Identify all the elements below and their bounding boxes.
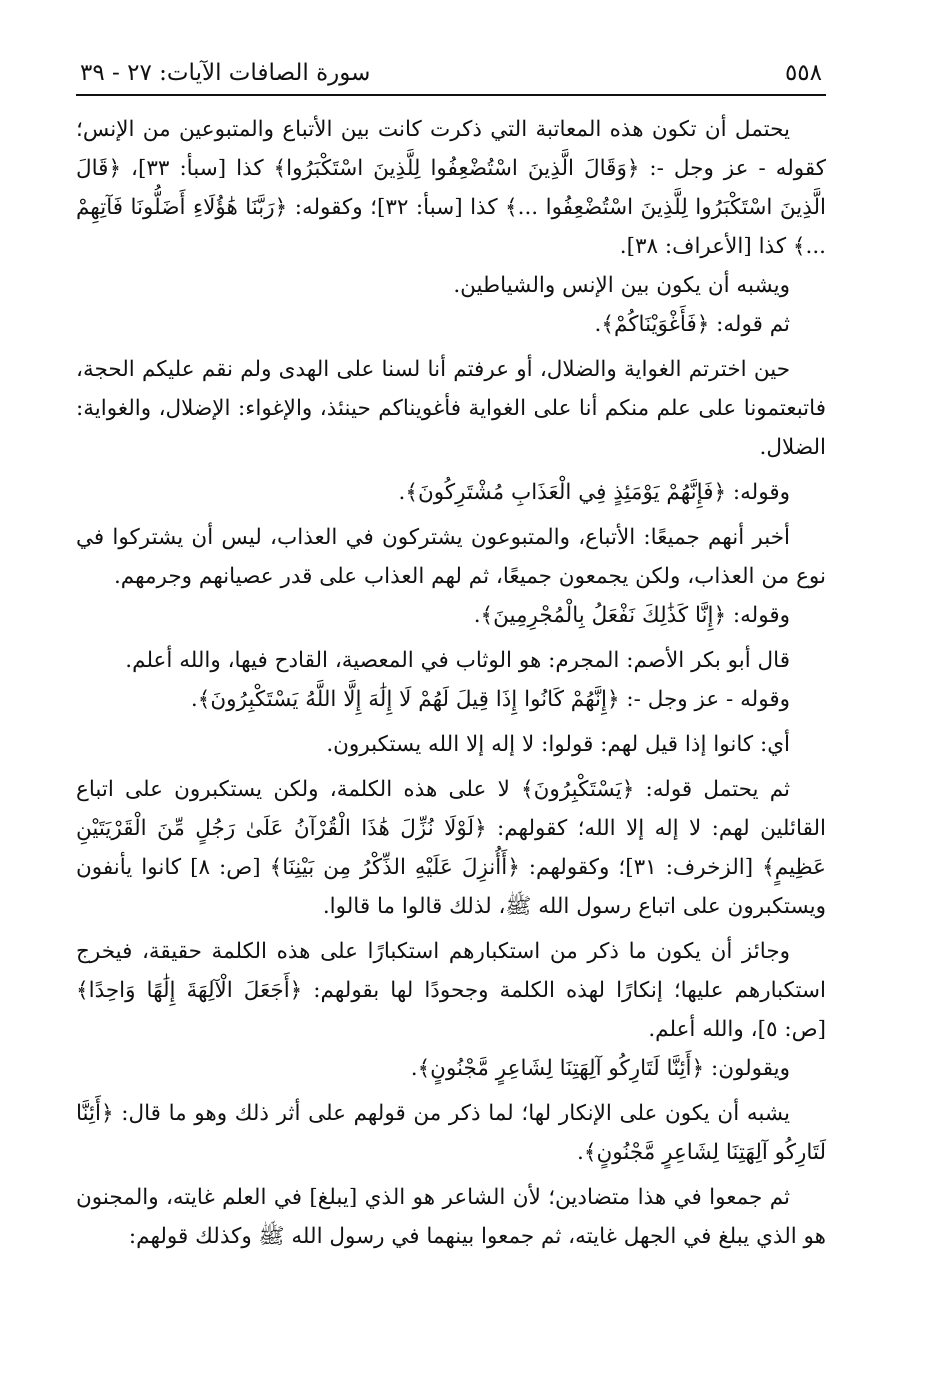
paragraph: ثم يحتمل قوله: ﴿يَسْتَكْبِرُونَ﴾ لا على هذه الكلمة، ولكن يستكبرون على اتباع القائلين لهم: لا إله إلا الله؛ كقولهم: ﴿لَوْلَا نُزِّلَ هَٰذَا الْقُرْآنُ عَلَىٰ رَجُلٍ مِّنَ الْقَرْيَتَيْنِ عَظِيمٍ﴾ [الزخرف: ٣١]؛ وكقولهم: ﴿أَأُنزِلَ عَلَيْهِ الذِّكْرُ مِن بَيْنِنَا﴾ [ص: ٨] كانوا يأنفون ويستكبرون على اتباع رسول الله ﷺ، لذلك قالوا ما قالوا. bbox=[76, 777, 826, 919]
paragraph: وجائز أن يكون ما ذكر من استكبارهم استكبارًا على هذه الكلمة حقيقة، فيخرج استكبارهم عليها؛ إنكارًا لهذه الكلمة وجحودًا لها بقولهم: ﴿أَجَعَلَ الْآلِهَةَ إِلَٰهًا وَاحِدًا﴾ [ص: ٥]، والله أعلم. bbox=[76, 939, 826, 1042]
paragraph: ويشبه أن يكون بين الإنس والشياطين. bbox=[453, 273, 790, 298]
paragraph: ثم قوله: ﴿فَأَغْوَيْنَاكُمْ﴾. bbox=[594, 312, 790, 337]
paragraph: وقوله: ﴿إِنَّا كَذَٰلِكَ نَفْعَلُ بِالْمُجْرِمِينَ﴾. bbox=[473, 603, 790, 628]
page-body bbox=[76, 110, 826, 1256]
page-number: ٥٥٨ bbox=[784, 60, 822, 86]
paragraph: حين اخترتم الغواية والضلال، أو عرفتم أنا لسنا على الهدى ولم نقم عليكم الحجة، فاتبعتمونا على علم منكم أنا على الغواية فأغويناكم حينئذ، والإغواء: الإضلال، والغواية: الضلال. bbox=[76, 357, 826, 460]
paragraph: يشبه أن يكون على الإنكار لها؛ لما ذكر من قولهم على أثر ذلك وهو ما قال: ﴿أَئِنَّا لَتَارِكُو آلِهَتِنَا لِشَاعِرٍ مَّجْنُونٍ﴾. bbox=[76, 1101, 826, 1165]
paragraph: ثم جمعوا في هذا متضادين؛ لأن الشاعر هو الذي [يبلغ] في العلم غايته، والمجنون هو الذي يبلغ في الجهل غايته، ثم جمعوا بينهما في رسول الله ﷺ وكذلك قولهم: bbox=[76, 1185, 826, 1249]
paragraph: وقوله - عز وجل -: ﴿إِنَّهُمْ كَانُوا إِذَا قِيلَ لَهُمْ لَا إِلَٰهَ إِلَّا اللَّهُ يَسْتَكْبِرُونَ﴾. bbox=[190, 687, 790, 712]
page-header bbox=[76, 58, 826, 96]
paragraph: يحتمل أن تكون هذه المعاتبة التي ذكرت كانت بين الأتباع والمتبوعين من الإنس؛ كقوله - عز وجل -: ﴿وَقَالَ الَّذِينَ اسْتُضْعِفُوا لِلَّذِينَ اسْتَكْبَرُوا﴾ كذا [سبأ: ٣٣]، ﴿قَالَ الَّذِينَ اسْتَكْبَرُوا لِلَّذِينَ اسْتُضْعِفُوا ...﴾ كذا [سبأ: ٣٢]؛ وكقوله: ﴿رَبَّنَا هَٰؤُلَاءِ أَضَلُّونَا فَآتِهِمْ ...﴾ كذا [الأعراف: ٣٨]. bbox=[76, 117, 827, 259]
paragraph: أخبر أنهم جميعًا: الأتباع، والمتبوعون يشتركون في العذاب، ليس أن يشتركوا في نوع من العذاب، ولكن يجمعون جميعًا، ثم لهم العذاب على قدر عصيانهم وجرمهم. bbox=[76, 525, 826, 589]
paragraph: وقوله: ﴿فَإِنَّهُمْ يَوْمَئِذٍ فِي الْعَذَابِ مُشْتَرِكُونَ﴾. bbox=[398, 480, 790, 505]
paragraph: ويقولون: ﴿أَئِنَّا لَتَارِكُو آلِهَتِنَا لِشَاعِرٍ مَّجْنُونٍ﴾. bbox=[410, 1056, 790, 1081]
paragraph: أي: كانوا إذا قيل لهم: قولوا: لا إله إلا الله يستكبرون. bbox=[326, 732, 790, 757]
paragraph: قال أبو بكر الأصم: المجرم: هو الوثاب في المعصية، القادح فيها، والله أعلم. bbox=[125, 648, 790, 673]
running-title: سورة الصافات الآيات: ٢٧ - ٣٩ bbox=[80, 60, 371, 86]
